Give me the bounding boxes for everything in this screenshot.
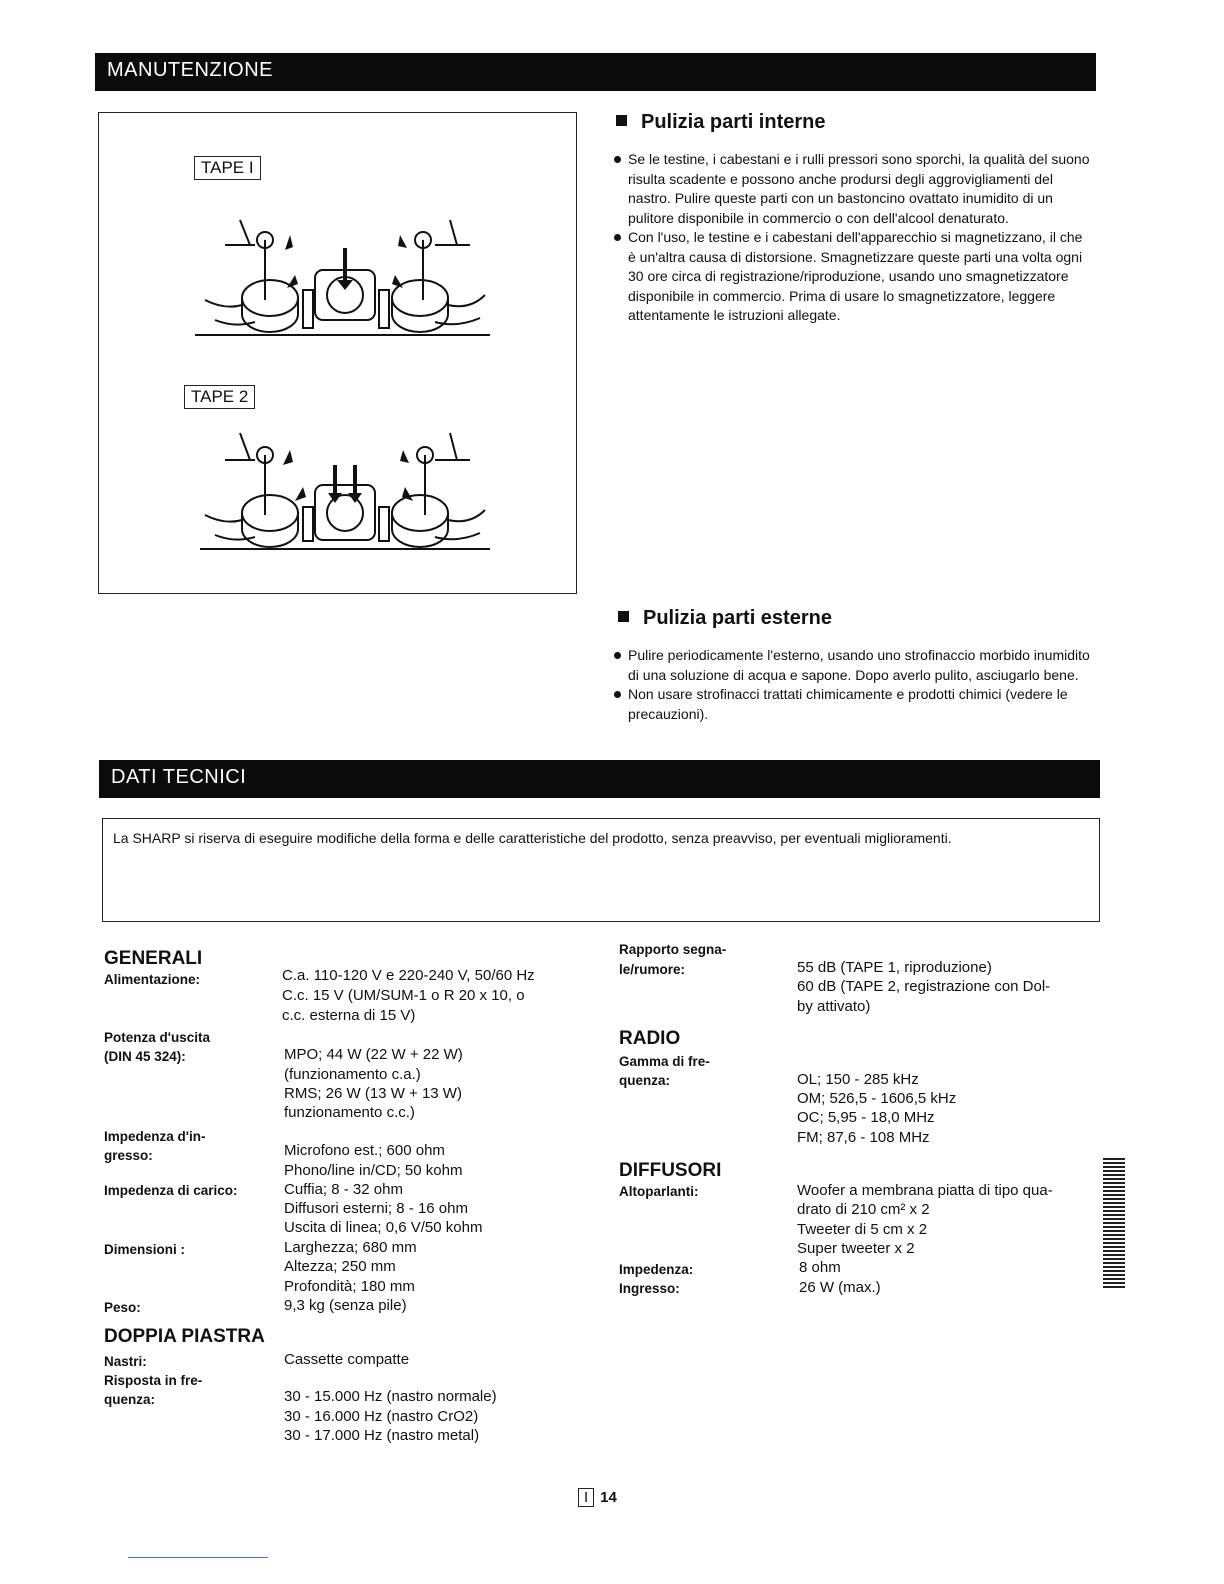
pulizia-interne-list (614, 150, 1094, 326)
dimensioni-value-1: Larghezza; 680 mm (284, 1239, 417, 1256)
impedenza-ingresso-value-1: Microfono est.; 600 ohm (284, 1142, 445, 1159)
tape1-label: TAPE I (194, 156, 261, 180)
impedenza-carico-value-1: Cuffia; 8 - 32 ohm (284, 1181, 403, 1198)
doppia-piastra-heading: DOPPIA PIASTRA (104, 1326, 265, 1347)
pulizia-interne-title: Pulizia parti interne (641, 111, 826, 133)
risposta-value-3: 30 - 17.000 Hz (nastro metal) (284, 1427, 480, 1444)
impedenza-carico-label: Impedenza di carico: (104, 1183, 238, 1198)
rapporto-value-3: by attivato) (797, 998, 871, 1015)
potenza-value-1: MPO; 44 W (22 W + 22 W) (284, 1046, 463, 1063)
altoparlanti-label: Altoparlanti: (619, 1184, 699, 1199)
alimentazione-value-3: c.c. esterna di 15 V) (282, 1007, 416, 1024)
page-number (578, 1488, 617, 1507)
risposta-label-1: Risposta in fre- (104, 1373, 203, 1388)
radio-heading: RADIO (619, 1028, 681, 1049)
potenza-value-4: funzionamento c.c.) (284, 1104, 415, 1121)
gamma-label-1: Gamma di fre- (619, 1054, 710, 1069)
diffusori-heading: DIFFUSORI (619, 1160, 722, 1181)
impedenza-ingresso-label-1: Impedenza d'in- (104, 1129, 206, 1144)
manutenzione-header-bar (95, 53, 1096, 91)
nastri-value: Cassette compatte (284, 1351, 410, 1368)
heading-square-icon (616, 115, 627, 126)
list-item: Pulire periodicamente l'esterno, usando uno strofinaccio morbido inumidito di una soluzione di acqua e sapone. Dopo averlo pulito, asciugarlo bene. (614, 646, 1098, 685)
edge-barcode (1103, 1158, 1125, 1290)
dimensioni-label: Dimensioni : (104, 1242, 186, 1257)
footer-line (128, 1557, 268, 1558)
radio-fm: FM; 87,6 - 108 MHz (797, 1129, 930, 1146)
dati-tecnici-title: DATI TECNICI (111, 766, 247, 788)
peso-label: Peso: (104, 1300, 141, 1315)
rapporto-label-1: Rapporto segna- (619, 942, 727, 957)
altoparlanti-value-2: drato di 210 cm² x 2 (797, 1201, 930, 1218)
altoparlanti-value-3: Tweeter di 5 cm x 2 (797, 1221, 928, 1238)
pulizia-esterne-list (614, 646, 1098, 724)
potenza-label-2: (DIN 45 324): (104, 1049, 186, 1064)
notice-text: La SHARP si riserva di eseguire modifiche della forma e delle caratteristiche del prodotto, senza preavviso, per eventuali miglioramenti. (113, 830, 952, 846)
pulizia-esterne-title: Pulizia parti esterne (643, 607, 832, 629)
impedenza-carico-value-2: Diffusori esterni; 8 - 16 ohm (284, 1200, 468, 1217)
rapporto-label-2: le/rumore: (619, 962, 686, 977)
page-number-value: 14 (600, 1489, 617, 1506)
pulizia-interne-heading (616, 111, 825, 134)
peso-value: 9,3 kg (senza pile) (284, 1297, 407, 1314)
potenza-value-2: (funzionamento c.a.) (284, 1066, 421, 1083)
impedenza-carico-value-3: Uscita di linea; 0,6 V/50 kohm (284, 1219, 483, 1236)
radio-om: OM; 526,5 - 1606,5 kHz (797, 1090, 957, 1107)
alimentazione-value-2: C.c. 15 V (UM/SUM-1 o R 20 x 10, o (282, 987, 525, 1004)
radio-oc: OC; 5,95 - 18,0 MHz (797, 1109, 935, 1126)
ingresso-value: 26 W (max.) (799, 1279, 881, 1296)
potenza-value-3: RMS; 26 W (13 W + 13 W) (284, 1085, 462, 1102)
alimentazione-label: Alimentazione: (104, 972, 201, 987)
rapporto-value-1: 55 dB (TAPE 1, riproduzione) (797, 959, 992, 976)
dati-tecnici-header-bar (99, 760, 1100, 798)
impedenza-value: 8 ohm (799, 1259, 841, 1276)
ingresso-label: Ingresso: (619, 1281, 680, 1296)
tape2-mechanism-illustration (195, 425, 495, 555)
alimentazione-value-1: C.a. 110-120 V e 220-240 V, 50/60 Hz (282, 967, 535, 984)
nastri-label: Nastri: (104, 1354, 147, 1369)
pulizia-esterne-heading (618, 607, 832, 630)
dimensioni-value-2: Altezza; 250 mm (284, 1258, 396, 1275)
risposta-value-2: 30 - 16.000 Hz (nastro CrO2) (284, 1408, 479, 1425)
altoparlanti-value-1: Woofer a membrana piatta di tipo qua- (797, 1182, 1053, 1199)
altoparlanti-value-4: Super tweeter x 2 (797, 1240, 915, 1257)
gamma-label-2: quenza: (619, 1073, 671, 1088)
list-item: Con l'uso, le testine e i cabestani dell'apparecchio si magnetizzano, il che è un'altra causa di distorsione. Smagnetizzare queste parti una volta ogni 30 ore circa di registrazione/riproduzione, usando uno smagnetizzatore disponibile in commercio. Prima di usare lo smagnetizzatore, leggere attentamente le istruzioni allegate. (614, 228, 1094, 326)
risposta-value-1: 30 - 15.000 Hz (nastro normale) (284, 1388, 497, 1405)
list-item: Non usare strofinacci trattati chimicamente e prodotti chimici (vedere le precauzioni). (614, 685, 1098, 724)
tape2-label: TAPE 2 (184, 385, 255, 409)
tape1-mechanism-illustration (195, 210, 495, 345)
risposta-label-2: quenza: (104, 1392, 156, 1407)
potenza-label-1: Potenza d'uscita (104, 1030, 210, 1045)
rapporto-value-2: 60 dB (TAPE 2, registrazione con Dol- (797, 978, 1051, 995)
impedenza-ingresso-label-2: gresso: (104, 1148, 153, 1163)
dimensioni-value-3: Profondità; 180 mm (284, 1278, 415, 1295)
generali-heading: GENERALI (104, 948, 203, 969)
manutenzione-title: MANUTENZIONE (107, 59, 273, 81)
radio-ol: OL; 150 - 285 kHz (797, 1071, 919, 1088)
heading-square-icon (618, 611, 629, 622)
notice-box (102, 818, 1100, 922)
list-item: Se le testine, i cabestani e i rulli pressori sono sporchi, la qualità del suono risulta scadente e possono anche prodursi degli aggrovigliamenti del nastro. Pulire queste parti con un bastoncino ovattato inumidito di un pulitore disponibile in commercio o con dell'alcool denaturato. (614, 150, 1094, 228)
page-language-code: I (578, 1488, 594, 1507)
impedenza-label: Impedenza: (619, 1262, 694, 1277)
impedenza-ingresso-value-2: Phono/line in/CD; 50 kohm (284, 1162, 463, 1179)
